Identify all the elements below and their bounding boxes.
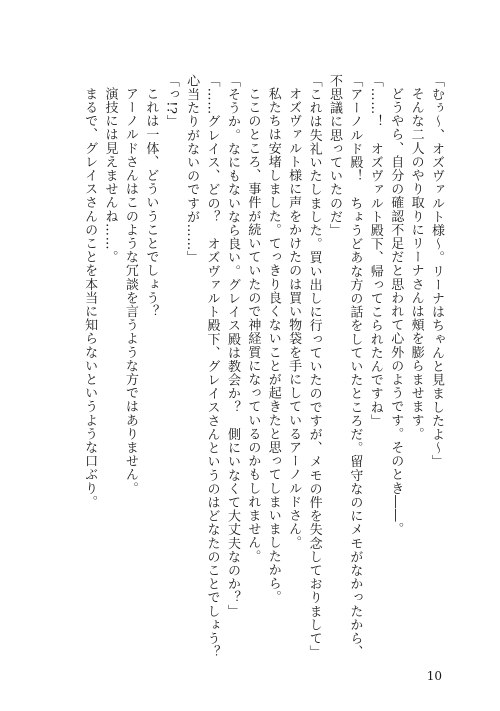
text-line-5: 「アーノルド殿！ ちょうどあな方の話をしていたところだ。留守なのにメモがなかったから、 bbox=[347, 74, 363, 659]
text-line-9: 私たちは安堵しました。てっきり良くないことが起きたと思ってしまいましたから。 bbox=[265, 87, 281, 604]
text-line-15: これは一体、どういうことでしょう？ bbox=[143, 87, 159, 319]
text-line-6: 不思議に思っていたのだ」 bbox=[326, 74, 342, 238]
text-line-16: アーノルドさんはこのような冗談を言うような方ではありません。 bbox=[122, 87, 138, 495]
text-line-17: 演技には見えませんね……。 bbox=[102, 87, 118, 264]
text-line-2: そんな二人のやり取りにリーナさんは頰を膨らませます。 bbox=[408, 87, 424, 441]
text-line-8: オズヴァルト様に声をかけたのは買い物袋を手にしているアーノルドさん。 bbox=[286, 87, 302, 550]
text-line-7: 「これは失礼いたしました。買い出しに行っていたのですが、メモの件を失念しておりまして」 bbox=[306, 74, 322, 659]
text-line-13: 心当たりがないのですが……」 bbox=[184, 74, 200, 265]
text-line-18: まるで、グレイスさんのことを本当に知らないというような口ぶり。 bbox=[82, 87, 98, 509]
page-number: 10 bbox=[426, 669, 442, 683]
text-line-12: 「……グレイス、どの？ オズヴァルト殿下、グレイスさんというのはどなたのことでしょう？ bbox=[204, 74, 220, 659]
text-line-11: 「そうか。なにもないなら良い。グレイス殿は教会か？ 側にいなくて大丈夫なのか？」 bbox=[224, 74, 240, 618]
vertical-text-body bbox=[79, 74, 446, 659]
text-line-14: 「っ!?」 bbox=[163, 74, 179, 129]
text-line-3: どうやら、自分の確認不足だと思われて心外のようです。そのとき――。 bbox=[388, 87, 404, 536]
text-line-1: 「むぅ～、オズヴァルト様～。リーナはちゃんと見ましたよ～」 bbox=[429, 74, 444, 469]
text-line-4: 「……！ オズヴァルト殿下、帰ってこられたんですね」 bbox=[367, 74, 383, 428]
text-line-10: ここのところ、事件が続いていたので神経質になっているのかもしれません。 bbox=[245, 87, 261, 563]
